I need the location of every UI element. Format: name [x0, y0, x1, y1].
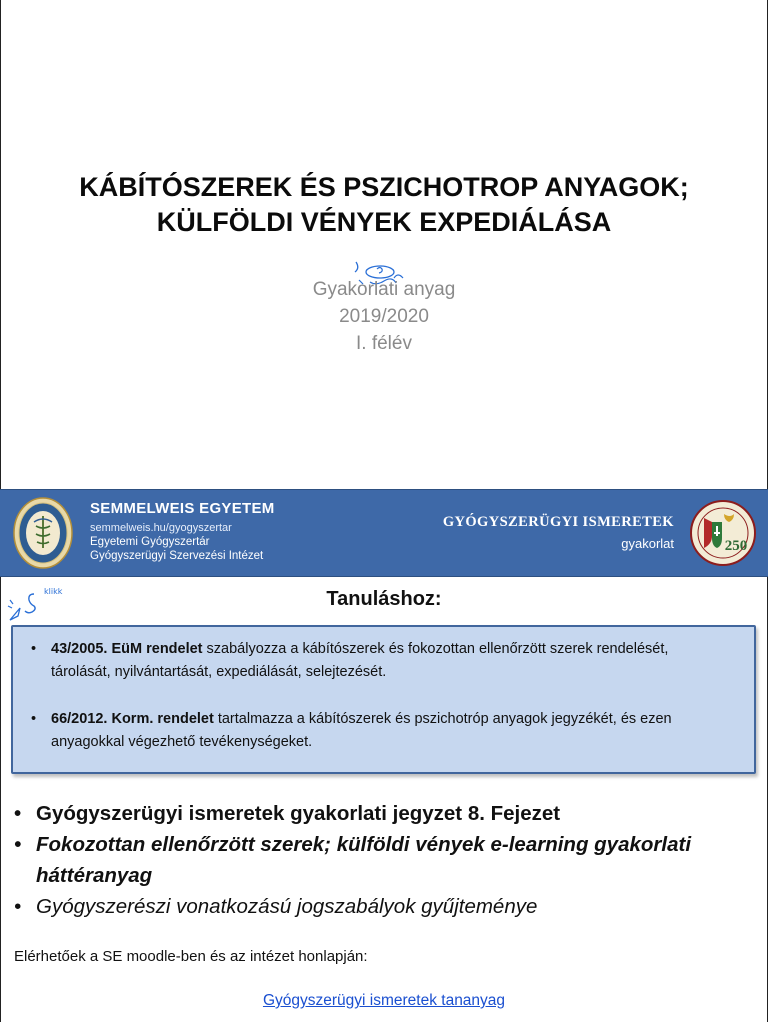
semmelweis-seal-icon	[12, 496, 74, 570]
subtitle-line-1: Gyakorlati anyag	[312, 279, 456, 300]
crest-number: 250	[724, 538, 748, 554]
subtitle-line-3: I. félév	[356, 333, 412, 354]
subtitle-line-2: 2019/2020	[339, 306, 429, 327]
regulation-description: szabályozza a kábítószerek és fokozottan ellenőrzött szerek rendelését, tárolását, nyilvántartását, expediálását, selejtezését.	[51, 641, 669, 680]
university-website: semmelweis.hu/gyogyszertar	[90, 522, 232, 534]
course-material-link[interactable]: Gyógyszerügyi ismeretek tananyag	[262, 992, 506, 1009]
regulation-item	[31, 708, 731, 754]
bullet-marker: •	[14, 833, 22, 856]
regulation-description: tartalmazza a kábítószerek és pszichotróp anyagok jegyzékét, és ezen anyagokkal végezhető tevékenységeket.	[51, 711, 672, 750]
course-type: gyakorlat	[621, 536, 674, 551]
department-pharmacy: Egyetemi Gyógyszertár	[90, 536, 210, 548]
resource-label: Gyógyszerügyi ismeretek gyakorlati jegyzet 8. Fejezet	[36, 802, 561, 825]
regulation-title: 43/2005. EüM rendelet	[51, 641, 203, 657]
regulation-title: 66/2012. Korm. rendelet	[51, 711, 214, 727]
regulation-item	[31, 638, 731, 684]
course-name: GYÓGYSZERÜGYI ISMERETEK	[442, 514, 674, 530]
resource-label: Fokozottan ellenőrzött szerek; külföldi vények e-learning gyakorlati háttéranyag	[36, 833, 692, 887]
page-title	[0, 170, 768, 240]
title-line-1: KÁBÍTÓSZEREK ÉS PSZICHOTROP ANYAGOK;	[79, 172, 689, 202]
department-institute: Gyógyszerügyi Szervezési Intézet	[90, 550, 264, 562]
bullet-marker: •	[14, 895, 22, 918]
bullet-marker: •	[14, 802, 22, 825]
resource-list	[14, 798, 759, 922]
regulation-box	[11, 625, 756, 774]
university-banner	[0, 489, 768, 577]
subtitle	[0, 276, 768, 357]
title-line-2: KÜLFÖLDI VÉNYEK EXPEDIÁLÁSA	[156, 207, 612, 237]
resource-item-textbook	[14, 798, 759, 829]
university-name: SEMMELWEIS EGYETEM	[90, 500, 275, 517]
resource-item-legislation	[14, 891, 759, 922]
availability-note: Elérhetőek a SE moodle-ben és az intézet honlapján:	[14, 948, 368, 965]
bullet-marker: •	[31, 641, 37, 657]
resource-item-elearning	[14, 829, 759, 891]
study-heading: Tanuláshoz:	[326, 588, 442, 610]
klikk-note: klikk	[44, 587, 63, 596]
anniversary-crest-icon	[690, 498, 756, 568]
resource-label: Gyógyszerészi vonatkozású jogszabályok gyűjteménye	[36, 895, 538, 918]
bullet-marker: •	[31, 711, 37, 727]
